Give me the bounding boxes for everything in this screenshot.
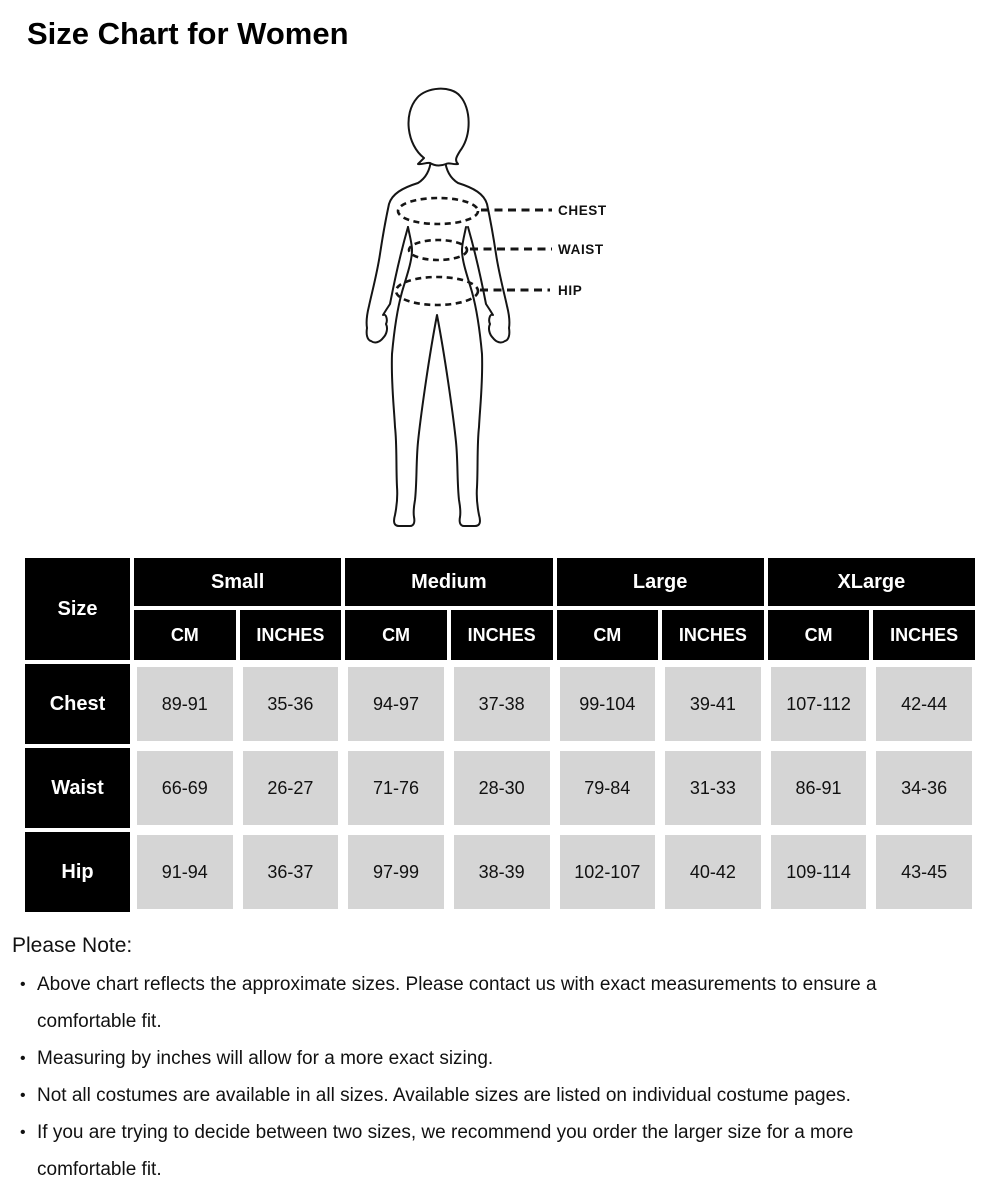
note-item: • If you are trying to decide between two sizes, we recommend you order the larger size for a more comfortable fit. [12, 1114, 947, 1188]
size-group-header-row [25, 558, 975, 606]
measurement-cell: 28-30 [451, 748, 553, 828]
row-label-chest: Chest [25, 664, 130, 744]
size-group-small: Small [134, 558, 341, 606]
unit-header-cm: CM [768, 610, 870, 660]
row-label-hip: Hip [25, 832, 130, 912]
size-group-medium: Medium [345, 558, 552, 606]
size-group-xlarge: XLarge [768, 558, 975, 606]
female-figure-diagram [350, 82, 620, 544]
table-row-chest [25, 664, 975, 744]
measurement-cell: 26-27 [240, 748, 342, 828]
measurement-cell: 37-38 [451, 664, 553, 744]
unit-header-row [25, 610, 975, 660]
measurement-cell: 35-36 [240, 664, 342, 744]
measurement-cell: 39-41 [662, 664, 764, 744]
body-measurement-diagram [350, 82, 1000, 544]
measurement-cell: 71-76 [345, 748, 447, 828]
note-item: • Not all costumes are available in all sizes. Available sizes are listed on individual costume pages. [12, 1077, 947, 1114]
unit-header-cm: CM [557, 610, 659, 660]
waist-measure-ellipse [409, 240, 467, 260]
notes-section [12, 934, 947, 1188]
measurement-cell: 86-91 [768, 748, 870, 828]
figure-left-arm-outline [367, 160, 431, 342]
measurement-cell: 40-42 [662, 832, 764, 912]
measurement-cell: 102-107 [557, 832, 659, 912]
notes-heading: Please Note: [12, 934, 133, 957]
waist-label: WAIST [558, 242, 604, 257]
measurement-cell: 79-84 [557, 748, 659, 828]
figure-head-outline [409, 89, 469, 166]
measurement-cell: 34-36 [873, 748, 975, 828]
unit-header-cm: CM [345, 610, 447, 660]
unit-header-inches: INCHES [662, 610, 764, 660]
row-label-waist: Waist [25, 748, 130, 828]
table-row-hip [25, 832, 975, 912]
measurement-cell: 38-39 [451, 832, 553, 912]
page-title: Size Chart for Women [27, 16, 349, 51]
measurement-cell: 42-44 [873, 664, 975, 744]
measurement-cell: 66-69 [134, 748, 236, 828]
measurement-cell: 36-37 [240, 832, 342, 912]
hip-measure-ellipse [396, 277, 478, 305]
unit-header-cm: CM [134, 610, 236, 660]
measurement-cell: 107-112 [768, 664, 870, 744]
measurement-cell: 99-104 [557, 664, 659, 744]
size-chart-table [21, 554, 979, 916]
measurement-cell: 97-99 [345, 832, 447, 912]
note-item: • Measuring by inches will allow for a more exact sizing. [12, 1040, 947, 1077]
measurement-cell: 31-33 [662, 748, 764, 828]
size-corner-header: Size [25, 558, 130, 660]
unit-header-inches: INCHES [451, 610, 553, 660]
measurement-cell: 43-45 [873, 832, 975, 912]
note-item: • Above chart reflects the approximate sizes. Please contact us with exact measurements to ensure a comfortable fit. [12, 966, 947, 1040]
unit-header-inches: INCHES [873, 610, 975, 660]
measurement-cell: 94-97 [345, 664, 447, 744]
table-row-waist [25, 748, 975, 828]
figure-torso-legs-outline [392, 227, 482, 526]
chest-label: CHEST [558, 203, 607, 218]
measurement-cell: 89-91 [134, 664, 236, 744]
measurement-cell: 91-94 [134, 832, 236, 912]
unit-header-inches: INCHES [240, 610, 342, 660]
notes-list [12, 966, 947, 1188]
chest-measure-ellipse [398, 198, 478, 224]
size-group-large: Large [557, 558, 764, 606]
hip-label: HIP [558, 283, 583, 298]
measurement-cell: 109-114 [768, 832, 870, 912]
